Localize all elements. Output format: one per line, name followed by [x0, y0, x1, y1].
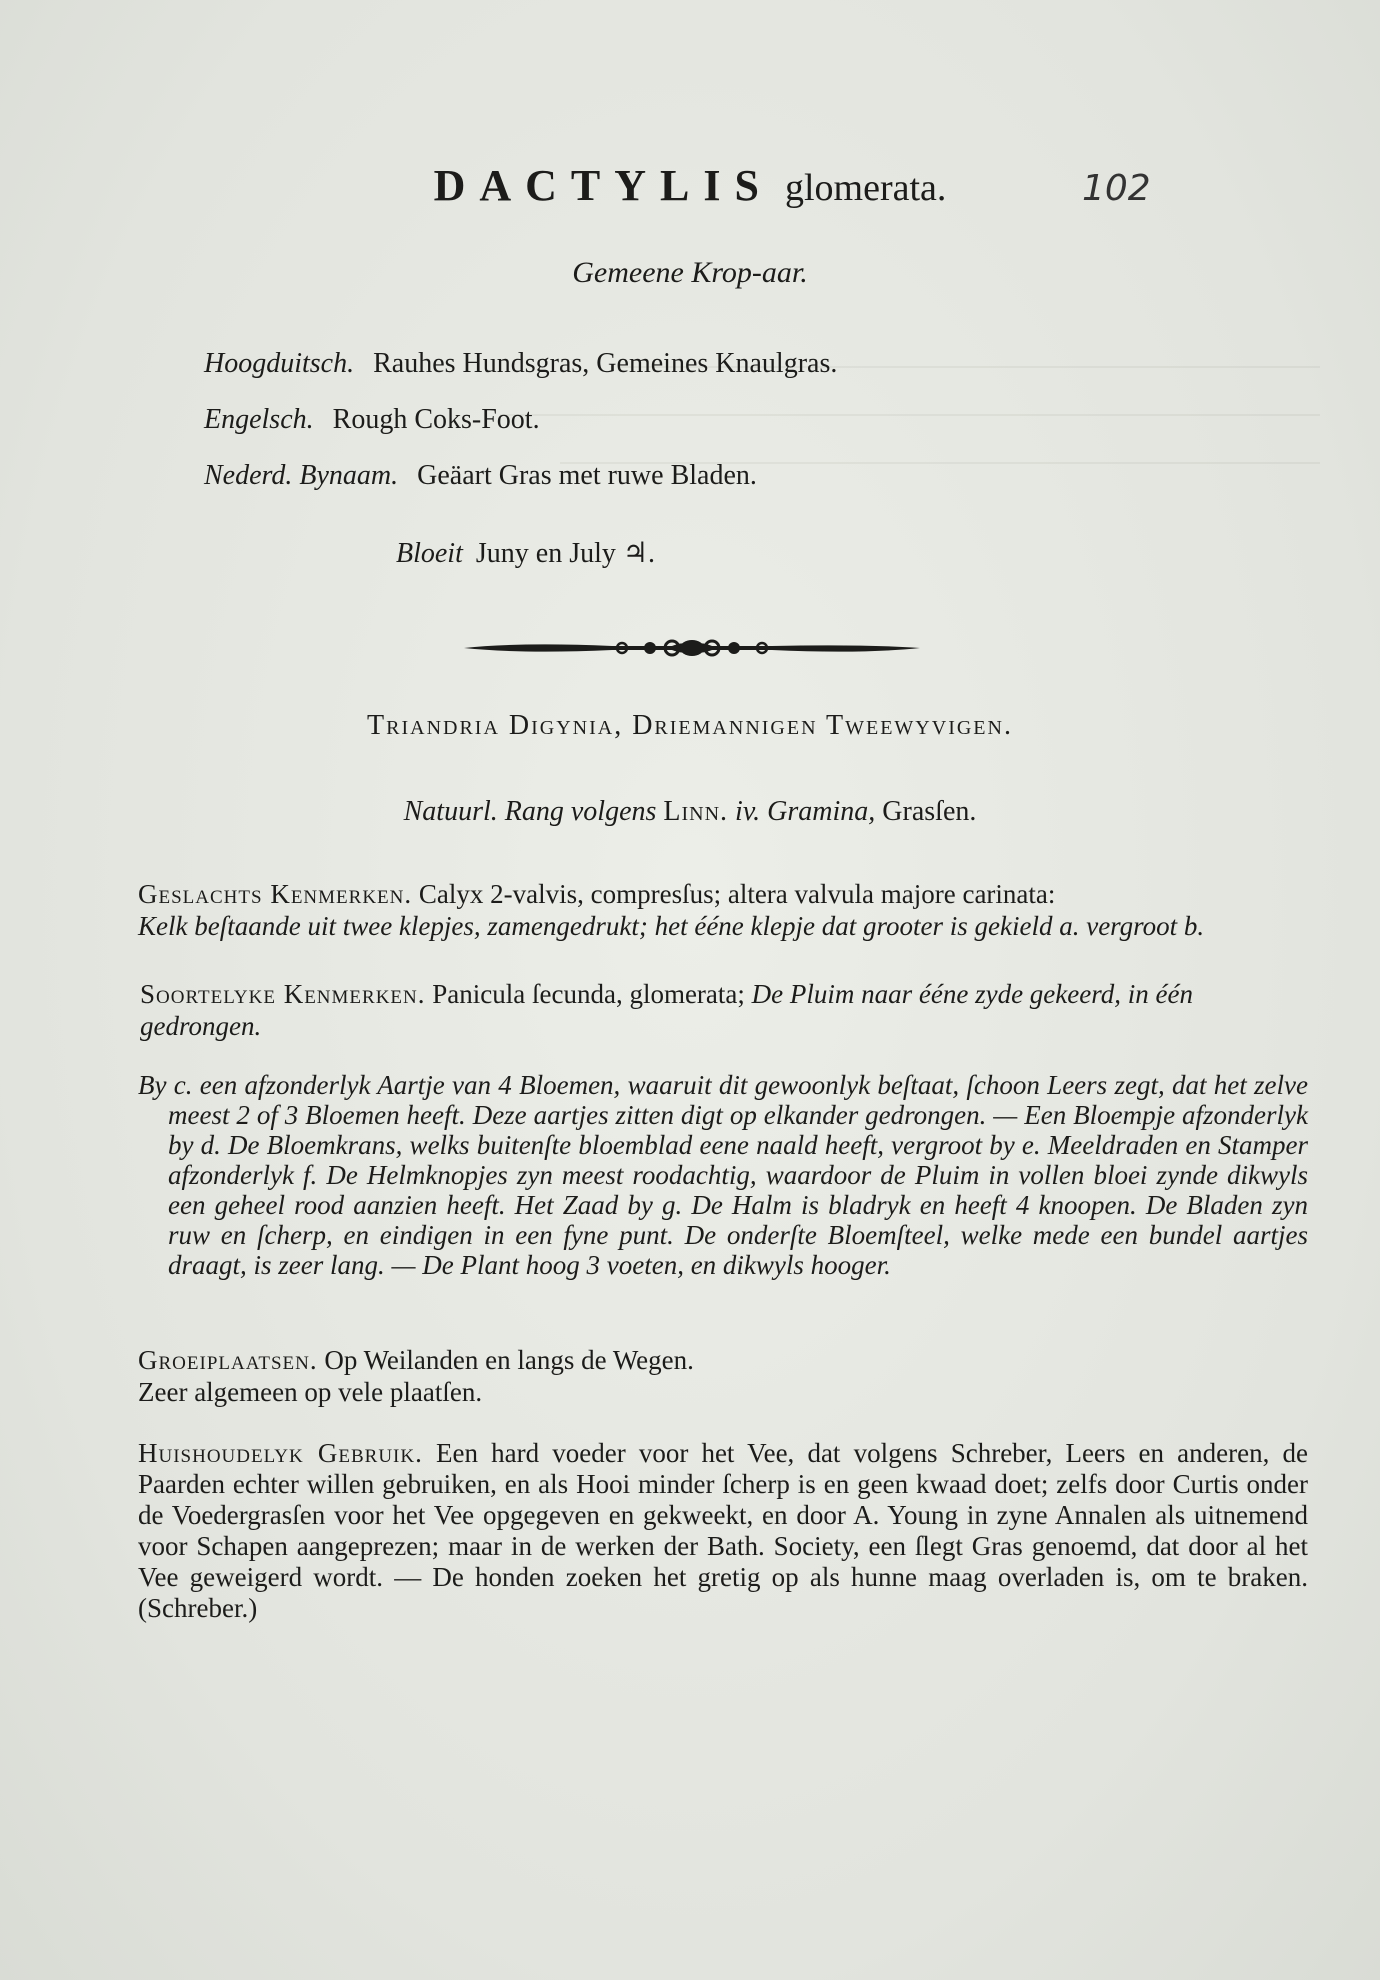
common-name: Gemeene Krop-aar.	[572, 256, 808, 289]
name-row-english	[204, 392, 837, 448]
description-text: By c. een afzonderlyk Aartje van 4 Bloemen, waaruit dit gewoonlyk beſtaat, ſchoon Leers zegt, dat het zelve meest 2 of 3 Bloemen heeft. Deze aartjes zitten digt op elkander gedrongen. — Een Bloempje afzonderlyk by d. De Bloemkrans, welks buitenſte bloemblad eene naald heeft, vergroot by e. Meeldraden en Stamper afzonderlyk f. De Helmknopjes zyn meest roodachtig, waardoor de Pluim in vollen bloei zynde dikwyls een geheel rood aanzien heeft. Het Zaad by g. De Halm is bladryk en heeft 4 knoopen. De Bladen zyn ruw en ſcherp, en eindigen in een fyne punt. De onderſte Bloemſteel, welke mede een bundel aartjes draagt, is zeer lang. — De Plant hoog 3 voeten, en dikwyls hooger.	[138, 1070, 1308, 1280]
species-characters	[138, 978, 1308, 1042]
dutch-text: Kelk beſtaande uit twee klepjes, zamengedrukt; het ééne klepje dat grooter is gekield a. vergroot b.	[138, 911, 1205, 941]
rank-tail: Grasſen.	[882, 796, 977, 827]
rank-linn: Linn.	[663, 796, 729, 827]
latin-text: Calyx 2-valvis, compresſus; altera valvula majore carinata:	[418, 879, 1056, 909]
rank-rest: iv. Gramina,	[735, 796, 876, 827]
flowering-line	[396, 536, 655, 570]
name-row-dutch	[204, 448, 837, 504]
plate-description	[138, 1070, 1308, 1280]
economic-use	[138, 1438, 1308, 1624]
name-label: Engelsch.	[204, 404, 314, 435]
habitat	[138, 1344, 1308, 1408]
genus-characters	[138, 878, 1308, 942]
genus-name: DACTYLIS	[433, 161, 773, 210]
name-value: Rauhes Hundsgras, Gemeines Knaulgras.	[373, 348, 838, 379]
dutch-text: De Pluim naar ééne zyde gekeerd, in één gedrongen.	[140, 979, 1193, 1041]
vernacular-names	[204, 336, 837, 504]
name-label: Nederd. Bynaam.	[204, 460, 399, 491]
species-name: glomerata.	[784, 167, 947, 209]
latin-text: Panicula ſecunda, glomerata;	[432, 979, 745, 1009]
habitat-line-2: Zeer algemeen op vele plaatſen.	[138, 1377, 483, 1407]
section-label: Huishoudelyk Gebruik.	[138, 1438, 423, 1468]
rank-prefix: Natuurl. Rang volgens	[403, 796, 657, 827]
section-label: Groeiplaatsen.	[138, 1345, 318, 1375]
page-title	[0, 160, 1380, 211]
bloeit-label: Bloeit	[396, 538, 463, 569]
habitat-line: Op Weilanden en langs de Wegen.	[324, 1345, 694, 1375]
name-value: Rough Coks-Foot.	[332, 404, 540, 435]
name-value: Geäart Gras met ruwe Bladen.	[417, 460, 757, 491]
name-label: Hoogduitsch.	[204, 348, 355, 379]
natural-rank	[0, 796, 1380, 828]
classification-heading: Triandria Digynia, Driemannigen Tweewyvigen.	[367, 710, 1013, 741]
section-label: Soortelyke Kenmerken.	[140, 979, 426, 1009]
bloeit-value: Juny en July ♃.	[475, 538, 655, 569]
section-label: Geslachts Kenmerken.	[138, 879, 413, 909]
ornament-divider-icon	[462, 630, 922, 666]
name-row-german	[204, 336, 837, 392]
handwritten-number: 102	[1082, 168, 1151, 209]
use-text: Een hard voeder voor het Vee, dat volgens Schreber, Leers en anderen, de Paarden echter willen gebruiken, en als Hooi minder ſcherp is en geen kwaad doet; zelfs door Curtis onder de Voedergrasſen voor het Vee opgegeven en gekweekt, en door A. Young in zyne Annalen als uitnemend voor Schapen aangeprezen; maar in de werken der Bath. Society, een ſlegt Gras genoemd, dat door al het Vee geweigerd wordt. — De honden zoeken het gretig op als hunne maag overladen is, om te braken. (Schreber.)	[138, 1438, 1308, 1623]
